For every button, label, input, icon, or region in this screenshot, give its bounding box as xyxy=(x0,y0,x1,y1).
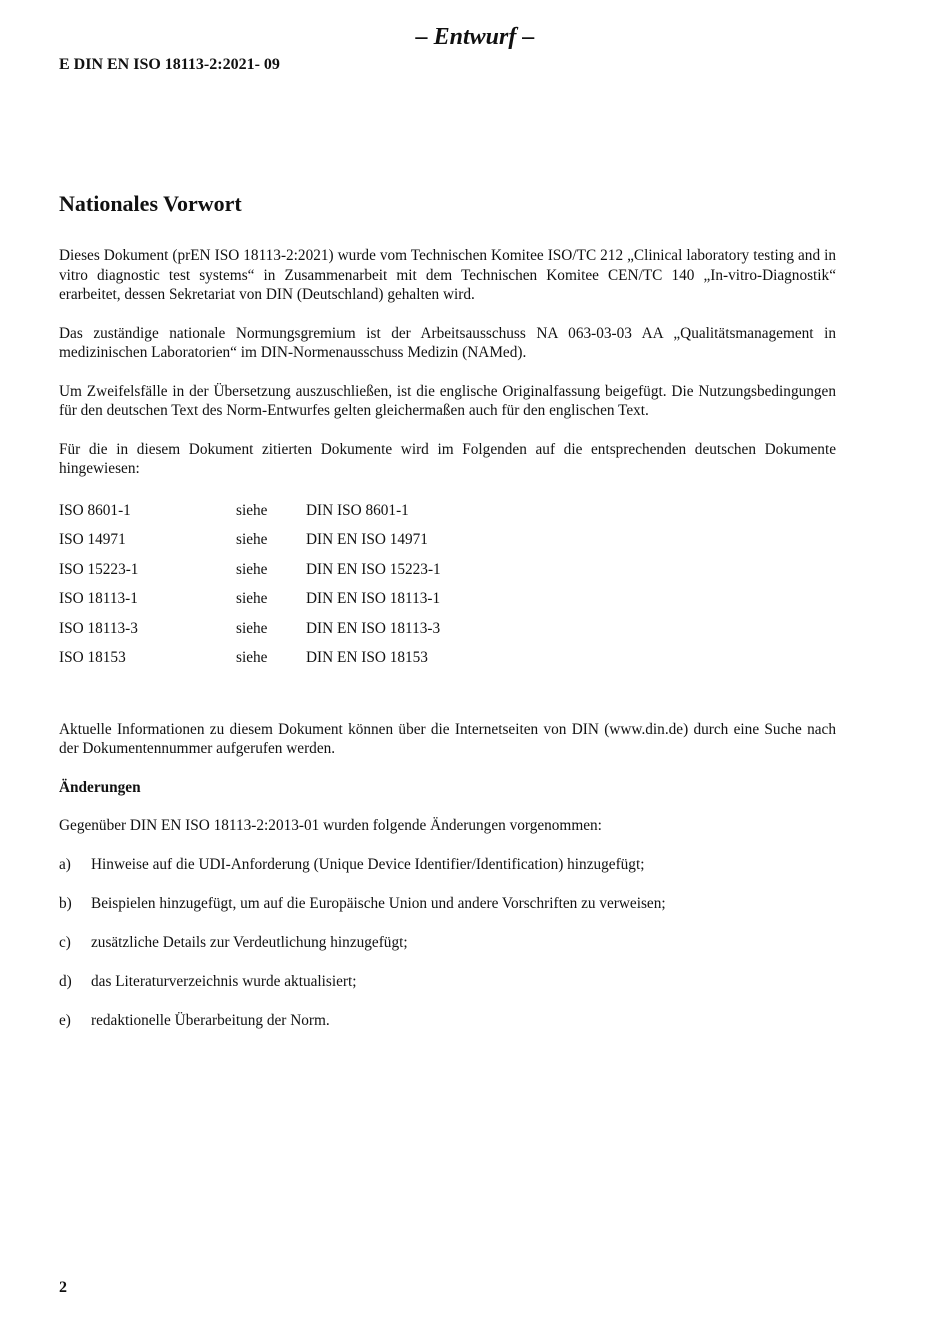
page-number: 2 xyxy=(59,1279,67,1296)
reference-see: siehe xyxy=(236,590,268,607)
list-marker: e) xyxy=(59,1011,71,1029)
reference-iso: ISO 15223-1 xyxy=(59,560,139,578)
reference-din: DIN ISO 8601-1 xyxy=(306,501,409,519)
paragraph-national-body: Das zuständige nationale Normungsgremium ist der Arbeitsausschuss NA 063-03-03 AA „Qualitätsmanagement in medizinischen Laboratorien“ im DIN-Normenausschuss Medizin (NAMed). xyxy=(59,324,836,361)
draft-mark: – Entwurf – xyxy=(415,24,535,50)
reference-see: siehe xyxy=(236,531,268,548)
reference-din: DIN EN ISO 18153 xyxy=(306,649,428,666)
reference-iso: ISO 18113-3 xyxy=(59,619,138,637)
reference-din: DIN EN ISO 18113-1 xyxy=(306,590,441,607)
list-item xyxy=(59,1011,836,1031)
list-marker: c) xyxy=(59,933,71,951)
reference-row xyxy=(59,560,836,590)
reference-din: DIN EN ISO 14971 xyxy=(306,531,428,548)
section-title: Nationales Vorwort xyxy=(59,191,242,216)
list-marker: d) xyxy=(59,972,72,990)
reference-see: siehe xyxy=(236,649,268,666)
reference-iso: ISO 8601-1 xyxy=(59,501,131,519)
reference-table xyxy=(59,501,836,678)
reference-see: siehe xyxy=(236,619,268,637)
changes-intro: Gegenüber DIN EN ISO 18113-2:2013-01 wurden folgende Änderungen vorgenommen: xyxy=(59,817,602,834)
reference-row xyxy=(59,619,836,649)
list-item xyxy=(59,894,836,914)
list-text: das Literaturverzeichnis wurde aktualisiert; xyxy=(91,972,357,990)
list-marker: a) xyxy=(59,855,71,873)
reference-iso: ISO 18113-1 xyxy=(59,590,138,607)
reference-iso: ISO 18153 xyxy=(59,649,126,666)
changes-title: Änderungen xyxy=(59,778,141,796)
paragraph-references-intro: Für die in diesem Dokument zitierten Dokumente wird im Folgenden auf die entsprechenden deutschen Dokumente hingewiesen: xyxy=(59,440,836,477)
list-text: zusätzliche Details zur Verdeutlichung hinzugefügt; xyxy=(91,933,408,951)
paragraph-committee: Dieses Dokument (prEN ISO 18113-2:2021) wurde vom Technischen Komitee ISO/TC 212 „Clinical laboratory testing and in vitro diagnostic test systems“ in Zusammenarbeit mit dem Technischen Komitee CEN/TC 140 „In-vitro-Diagnostik“ erarbeitet, dessen Sekretariat von DIN (Deutschland) gehalten wird. xyxy=(59,247,836,303)
list-item xyxy=(59,972,836,992)
list-text: Hinweise auf die UDI-Anforderung (Unique Device Identifier/Identification) hinzugefügt; xyxy=(91,855,645,873)
reference-row xyxy=(59,501,836,531)
list-text: Beispielen hinzugefügt, um auf die Europäische Union und andere Vorschriften zu verweisen; xyxy=(91,894,666,912)
list-text: redaktionelle Überarbeitung der Norm. xyxy=(91,1011,330,1029)
changes-list xyxy=(59,855,836,1031)
reference-see: siehe xyxy=(236,501,268,519)
reference-din: DIN EN ISO 18113-3 xyxy=(306,619,441,637)
reference-see: siehe xyxy=(236,560,268,578)
paragraph-info: Aktuelle Informationen zu diesem Dokument können über die Internetseiten von DIN (www.din.de) durch eine Suche nach der Dokumentennummer aufgerufen werden. xyxy=(59,720,836,757)
list-marker: b) xyxy=(59,894,72,912)
document-id: E DIN EN ISO 18113-2:2021- 09 xyxy=(59,56,280,73)
page-content xyxy=(59,190,836,1050)
reference-row xyxy=(59,648,836,678)
reference-iso: ISO 14971 xyxy=(59,531,126,548)
list-item xyxy=(59,933,836,953)
reference-din: DIN EN ISO 15223-1 xyxy=(306,560,441,578)
paragraph-translation: Um Zweifelsfälle in der Übersetzung auszuschließen, ist die englische Originalfassung beigefügt. Die Nutzungsbedingungen für den deutschen Text des Norm-Entwurfes gelten gleichermaßen auch für den englischen Text. xyxy=(59,382,836,419)
list-item xyxy=(59,855,836,875)
reference-row xyxy=(59,530,836,560)
reference-row xyxy=(59,589,836,619)
